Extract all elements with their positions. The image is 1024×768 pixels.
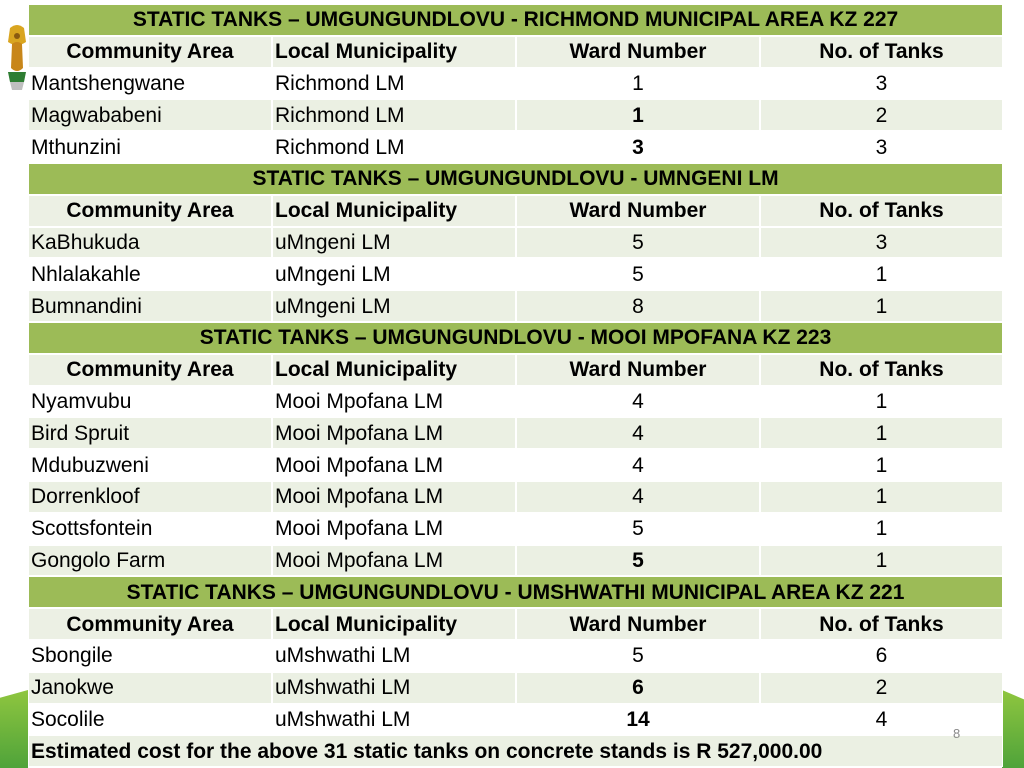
table-row [28, 704, 1003, 736]
table-row [28, 513, 1003, 545]
section-title: STATIC TANKS – UMGUNGUNDLOVU - RICHMOND MUNICIPAL AREA KZ 227 [28, 4, 1003, 36]
ward-cell: 5 [516, 513, 760, 545]
section-title-row [28, 576, 1003, 608]
ward-cell: 5 [516, 545, 760, 577]
header-ward-number: Ward Number [516, 36, 760, 68]
municipality-cell: Richmond LM [272, 68, 516, 100]
header-community-area: Community Area [28, 608, 272, 640]
table-row [28, 290, 1003, 322]
ward-cell: 4 [516, 386, 760, 418]
header-ward-number: Ward Number [516, 195, 760, 227]
decorative-green-band-left [0, 690, 28, 768]
municipality-cell: Mooi Mpofana LM [272, 417, 516, 449]
community-cell: Nyamvubu [28, 386, 272, 418]
ward-cell: 5 [516, 640, 760, 672]
tanks-cell: 3 [760, 227, 1003, 259]
cost-summary: Estimated cost for the above 31 static tanks on concrete stands is R 527,000.00 [28, 735, 1003, 767]
tanks-cell: 1 [760, 545, 1003, 577]
community-cell: Scottsfontein [28, 513, 272, 545]
community-cell: Nhlalakahle [28, 258, 272, 290]
table-row [28, 449, 1003, 481]
tanks-cell: 1 [760, 417, 1003, 449]
tanks-cell: 1 [760, 449, 1003, 481]
community-cell: Gongolo Farm [28, 545, 272, 577]
community-cell: KaBhukuda [28, 227, 272, 259]
tanks-cell: 1 [760, 258, 1003, 290]
column-header-row [28, 608, 1003, 640]
municipality-cell: Mooi Mpofana LM [272, 513, 516, 545]
ward-cell: 4 [516, 449, 760, 481]
community-cell: Magwababeni [28, 99, 272, 131]
municipality-cell: Mooi Mpofana LM [272, 545, 516, 577]
municipality-cell: uMngeni LM [272, 290, 516, 322]
coat-of-arms-icon [4, 22, 30, 96]
community-cell: Mdubuzweni [28, 449, 272, 481]
tanks-cell: 3 [760, 131, 1003, 163]
static-tanks-table [28, 4, 1003, 767]
municipality-cell: uMshwathi LM [272, 672, 516, 704]
header-no-of-tanks: No. of Tanks [760, 354, 1003, 386]
municipality-cell: uMshwathi LM [272, 640, 516, 672]
municipality-cell: uMngeni LM [272, 227, 516, 259]
cost-summary-row [28, 735, 1003, 767]
ward-cell: 8 [516, 290, 760, 322]
tanks-cell: 1 [760, 481, 1003, 513]
community-cell: Mantshengwane [28, 68, 272, 100]
header-no-of-tanks: No. of Tanks [760, 36, 1003, 68]
municipality-cell: uMshwathi LM [272, 704, 516, 736]
tanks-cell: 1 [760, 290, 1003, 322]
header-ward-number: Ward Number [516, 354, 760, 386]
decorative-green-band-right [1002, 690, 1024, 768]
community-cell: Janokwe [28, 672, 272, 704]
community-cell: Sbongile [28, 640, 272, 672]
ward-cell: 6 [516, 672, 760, 704]
page-number: 8 [953, 726, 961, 741]
column-header-row [28, 354, 1003, 386]
header-ward-number: Ward Number [516, 608, 760, 640]
table-row [28, 386, 1003, 418]
header-local-municipality: Local Municipality [272, 195, 516, 227]
municipality-cell: Mooi Mpofana LM [272, 481, 516, 513]
tanks-cell: 2 [760, 672, 1003, 704]
header-no-of-tanks: No. of Tanks [760, 195, 1003, 227]
section-title-row [28, 163, 1003, 195]
ward-cell: 3 [516, 131, 760, 163]
column-header-row [28, 195, 1003, 227]
table-row [28, 131, 1003, 163]
tanks-cell: 2 [760, 99, 1003, 131]
header-no-of-tanks: No. of Tanks [760, 608, 1003, 640]
section-title: STATIC TANKS – UMGUNGUNDLOVU - MOOI MPOFANA KZ 223 [28, 322, 1003, 354]
municipality-cell: uMngeni LM [272, 258, 516, 290]
municipality-cell: Richmond LM [272, 131, 516, 163]
community-cell: Socolile [28, 704, 272, 736]
community-cell: Mthunzini [28, 131, 272, 163]
ward-cell: 1 [516, 68, 760, 100]
municipality-cell: Mooi Mpofana LM [272, 449, 516, 481]
ward-cell: 5 [516, 227, 760, 259]
table-row [28, 672, 1003, 704]
header-local-municipality: Local Municipality [272, 608, 516, 640]
municipality-cell: Mooi Mpofana LM [272, 386, 516, 418]
column-header-row [28, 36, 1003, 68]
table-row [28, 481, 1003, 513]
municipality-cell: Richmond LM [272, 99, 516, 131]
tanks-cell: 6 [760, 640, 1003, 672]
table-row [28, 545, 1003, 577]
ward-cell: 4 [516, 481, 760, 513]
table-row [28, 258, 1003, 290]
tanks-cell: 1 [760, 513, 1003, 545]
header-local-municipality: Local Municipality [272, 354, 516, 386]
tanks-cell: 3 [760, 68, 1003, 100]
section-title: STATIC TANKS – UMGUNGUNDLOVU - UMSHWATHI MUNICIPAL AREA KZ 221 [28, 576, 1003, 608]
table-row [28, 417, 1003, 449]
community-cell: Dorrenkloof [28, 481, 272, 513]
table-row [28, 99, 1003, 131]
section-title-row [28, 4, 1003, 36]
tanks-cell: 4 [760, 704, 1003, 736]
header-community-area: Community Area [28, 354, 272, 386]
community-cell: Bumnandini [28, 290, 272, 322]
ward-cell: 14 [516, 704, 760, 736]
header-community-area: Community Area [28, 195, 272, 227]
table-row [28, 68, 1003, 100]
header-local-municipality: Local Municipality [272, 36, 516, 68]
community-cell: Bird Spruit [28, 417, 272, 449]
section-title-row [28, 322, 1003, 354]
table-row [28, 227, 1003, 259]
section-title: STATIC TANKS – UMGUNGUNDLOVU - UMNGENI LM [28, 163, 1003, 195]
header-community-area: Community Area [28, 36, 272, 68]
ward-cell: 1 [516, 99, 760, 131]
table-row [28, 640, 1003, 672]
tanks-cell: 1 [760, 386, 1003, 418]
ward-cell: 5 [516, 258, 760, 290]
ward-cell: 4 [516, 417, 760, 449]
